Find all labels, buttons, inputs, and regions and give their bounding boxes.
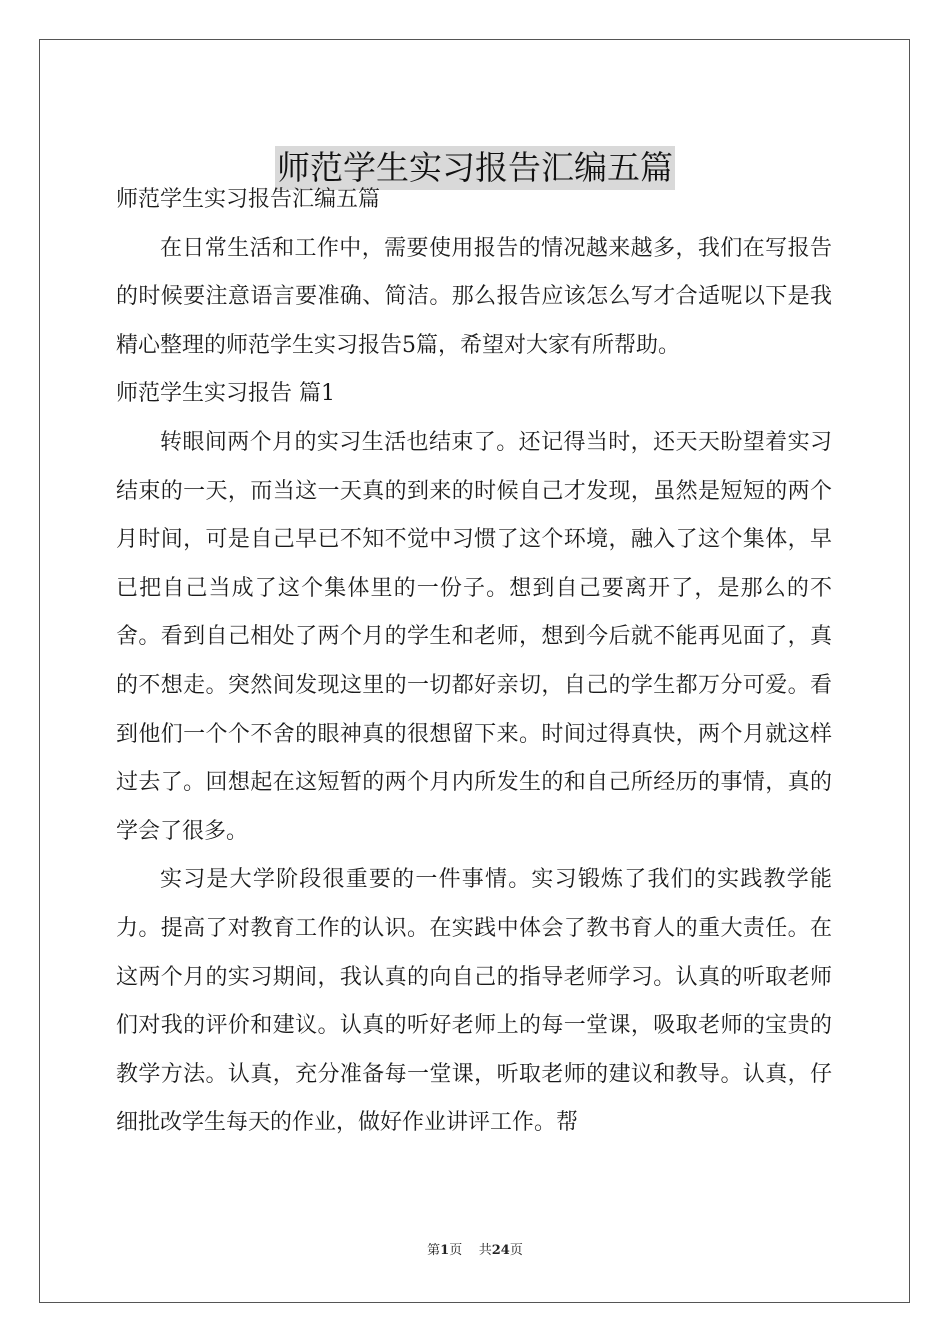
document-title: 师范学生实习报告汇编五篇 <box>275 146 675 190</box>
paragraph-body-2: 实习是大学阶段很重要的一件事情。实习锻炼了我们的实践教学能力。提高了对教育工作的认识。在实践中体会了教书育人的重大责任。在这两个月的实习期间，我认真的向自己的指导老师学习。认真的听取老师们对我的评价和建议。认真的听好老师上的每一堂课，吸取老师的宝贵的教学方法。认真，充分准备每一堂课，听取老师的建议和教导。认真，仔细批改学生每天的作业，做好作业讲评工作。帮 <box>116 867 832 1136</box>
page-number: 1 <box>440 1243 450 1258</box>
page-footer <box>0 1242 950 1260</box>
paragraph-body-1: 转眼间两个月的实习生活也结束了。还记得当时，还天天盼望着实习结束的一天，而当这一天真的到来的时候自己才发现，虽然是短短的两个月时间，可是自己早已不知不觉中习惯了这个环境，融入了这个集体，早已把自己当成了这个集体里的一份子。想到自己要离开了，是那么的不舍。看到自己相处了两个月的学生和老师，想到今后就不能再见面了，真的不想走。突然间发现这里的一切都好亲切，自己的学生都万分可爱。看到他们一个个不舍的眼神真的很想留下来。时间过得真快，两个月就这样过去了。回想起在这短暂的两个月内所发生的和自己所经历的事情，真的学会了很多。 <box>116 429 832 844</box>
section-heading: 师范学生实习报告 篇1 <box>116 381 335 407</box>
page-prefix: 第 <box>427 1243 441 1258</box>
total-prefix: 共 <box>478 1243 492 1258</box>
total-pages: 24 <box>491 1243 510 1258</box>
paragraph-intro: 在日常生活和工作中，需要使用报告的情况越来越多，我们在写报告的时候要注意语言要准确、简洁。那么报告应该怎么写才合适呢以下是我精心整理的师范学生实习报告5篇，希望对大家有所帮助。 <box>116 235 832 358</box>
total-suffix: 页 <box>509 1243 523 1258</box>
document-body <box>116 176 832 1148</box>
page-suffix: 页 <box>449 1243 463 1258</box>
document-subtitle: 师范学生实习报告汇编五篇 <box>116 187 381 212</box>
